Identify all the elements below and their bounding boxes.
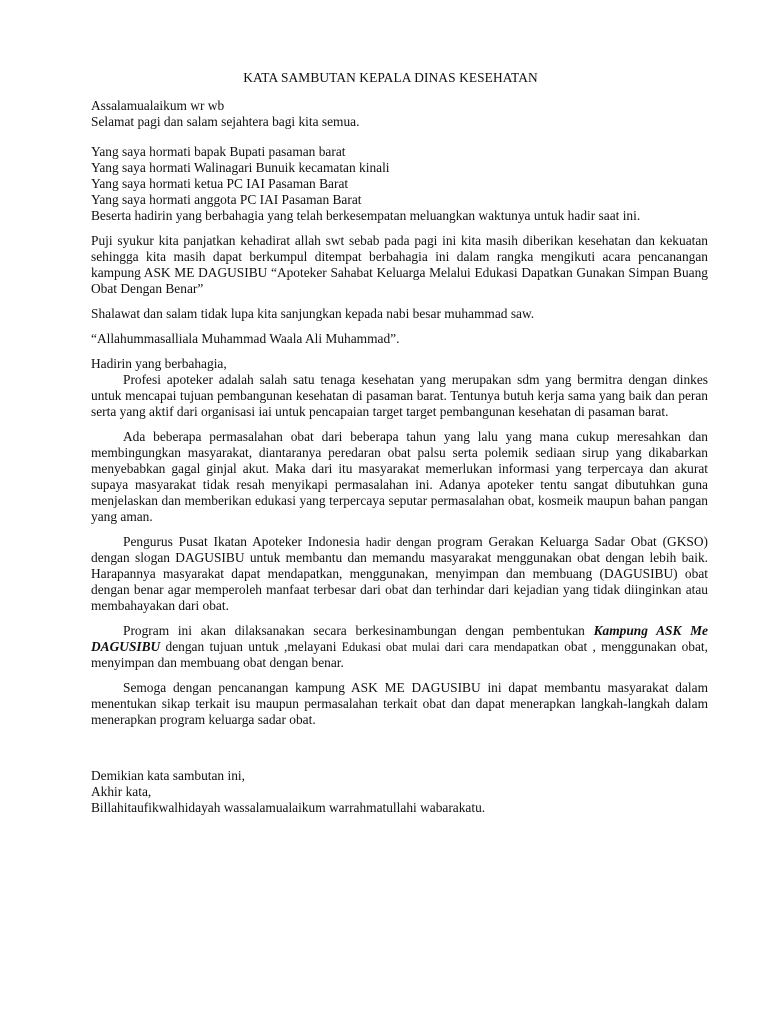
salutation-line: Yang saya hormati ketua PC IAI Pasaman Barat <box>91 176 349 191</box>
program-text: dengan tujuan untuk ,melayani <box>160 639 342 654</box>
masalah-paragraph: Ada beberapa permasalahan obat dari beberapa tahun yang lalu yang mana cukup meresahkan dan membingungkan masyarakat, diantaranya peredaran obat palsu serta polemik sediaan sirup yang dikabarkan menyebabkan gagal ginjal akut. Maka dari itu masyarakat memerlukan informasi yang terpercaya dan akurat supaya masyarakat tidak resah menyikapi permasalahan ini. Adanya apoteker tentu sangat dibutuhkan guna menjelaskan dan memberikan edukasi yang terpercaya seputar permasalahan obat, kosmeik maupun bahan pangan yang aman. <box>91 429 708 524</box>
closing-line: Akhir kata, <box>91 784 152 799</box>
program-paragraph <box>91 623 708 671</box>
program-text: obat , menggunakan obat, menyimpan dan membuang obat dengan benar. <box>91 639 708 670</box>
spacer <box>91 728 708 768</box>
pengurus-text: Pengurus Pusat Ikatan Apoteker Indonesia <box>123 534 366 549</box>
shalawat-quote: “Allahummasalliala Muhammad Waala Ali Muhammad”. <box>91 331 400 346</box>
pengurus-text: program Gerakan Keluarga Sadar Obat (GKSO) dengan slogan DAGUSIBU untuk membantu dan memandu masyarakat menggunakan obat dengan lebih baik. Harapannya masyarakat dapat mendapatkan, menggunakan, menyimpan dan membuang (DAGUSIBU) obat dengan benar agar memperoleh manfaat terbesar dari obat dan terhindar dari kejadian yang tidak diinginkan atau membahayakan dari obat. <box>91 534 708 613</box>
profesi-paragraph: Profesi apoteker adalah salah satu tenaga kesehatan yang merupakan sdm yang bermitra dengan dinkes untuk mencapai tujuan pembangunan kesehatan di pasaman barat. Tentunya butuh kerja sama yang baik dan peran serta yang aktif dari organisasi iai untuk pencapaian target target pembangunan kesehatan di pasaman barat. <box>91 372 708 419</box>
gratitude-paragraph: Puji syukur kita panjatkan kehadirat allah swt sebab pada pagi ini kita masih diberikan kesehatan dan kekuatan sehingga kita masih dapat berkumpul ditempat berbahagia ini dalam rangka mengikuti acara pencanangan kampung ASK ME DAGUSIBU “Apoteker Sahabat Keluarga Melalui Edukasi Dapatkan Gunakan Simpan Buang Obat Dengan Benar” <box>91 233 708 296</box>
salutations-block <box>91 144 708 208</box>
closing-line: Demikian kata sambutan ini, <box>91 768 245 783</box>
shalawat-paragraph: Shalawat dan salam tidak lupa kita sanjungkan kepada nabi besar muhammad saw. <box>91 306 535 321</box>
salutation-line: Yang saya hormati anggota PC IAI Pasaman Barat <box>91 192 362 207</box>
salutation-line: Yang saya hormati bapak Bupati pasaman barat <box>91 144 346 159</box>
program-emphasis: Kampung ASK Me DAGUSIBU <box>91 623 709 654</box>
salutation-line: Yang saya hormati Walinagari Bunuik kecamatan kinali <box>91 160 390 175</box>
harapan-paragraph: Semoga dengan pencanangan kampung ASK ME DAGUSIBU ini dapat membantu masyarakat dalam menentukan sikap terkait isu maupun permasalahan terkait obat dan dapat menerapkan langkah-langkah dalam menerapkan program keluarga sadar obat. <box>91 680 708 727</box>
greeting-block <box>91 98 708 130</box>
closing-line: Billahitaufikwalhidayah wassalamualaikum warrahmatullahi wabarakatu. <box>91 800 486 815</box>
program-text: Program ini akan dilaksanakan secara berkesinambungan dengan pembentukan <box>123 623 594 638</box>
pengurus-text-small: hadir dengan <box>365 535 432 549</box>
spacer <box>91 130 708 144</box>
document-title: KATA SAMBUTAN KEPALA DINAS KESEHATAN <box>243 70 538 85</box>
attendees-paragraph: Beserta hadirin yang berbahagia yang telah berkesempatan meluangkan waktunya untuk hadir saat ini. <box>91 208 641 223</box>
greeting-line: Assalamualaikum wr wb <box>91 98 225 113</box>
program-text-small: Edukasi obat mulai dari cara mendapatkan <box>341 640 559 654</box>
pengurus-paragraph <box>91 534 708 614</box>
closing-block <box>91 768 708 816</box>
hadirin-heading: Hadirin yang berbahagia, <box>91 356 227 371</box>
greeting-line: Selamat pagi dan salam sejahtera bagi kita semua. <box>91 114 360 129</box>
